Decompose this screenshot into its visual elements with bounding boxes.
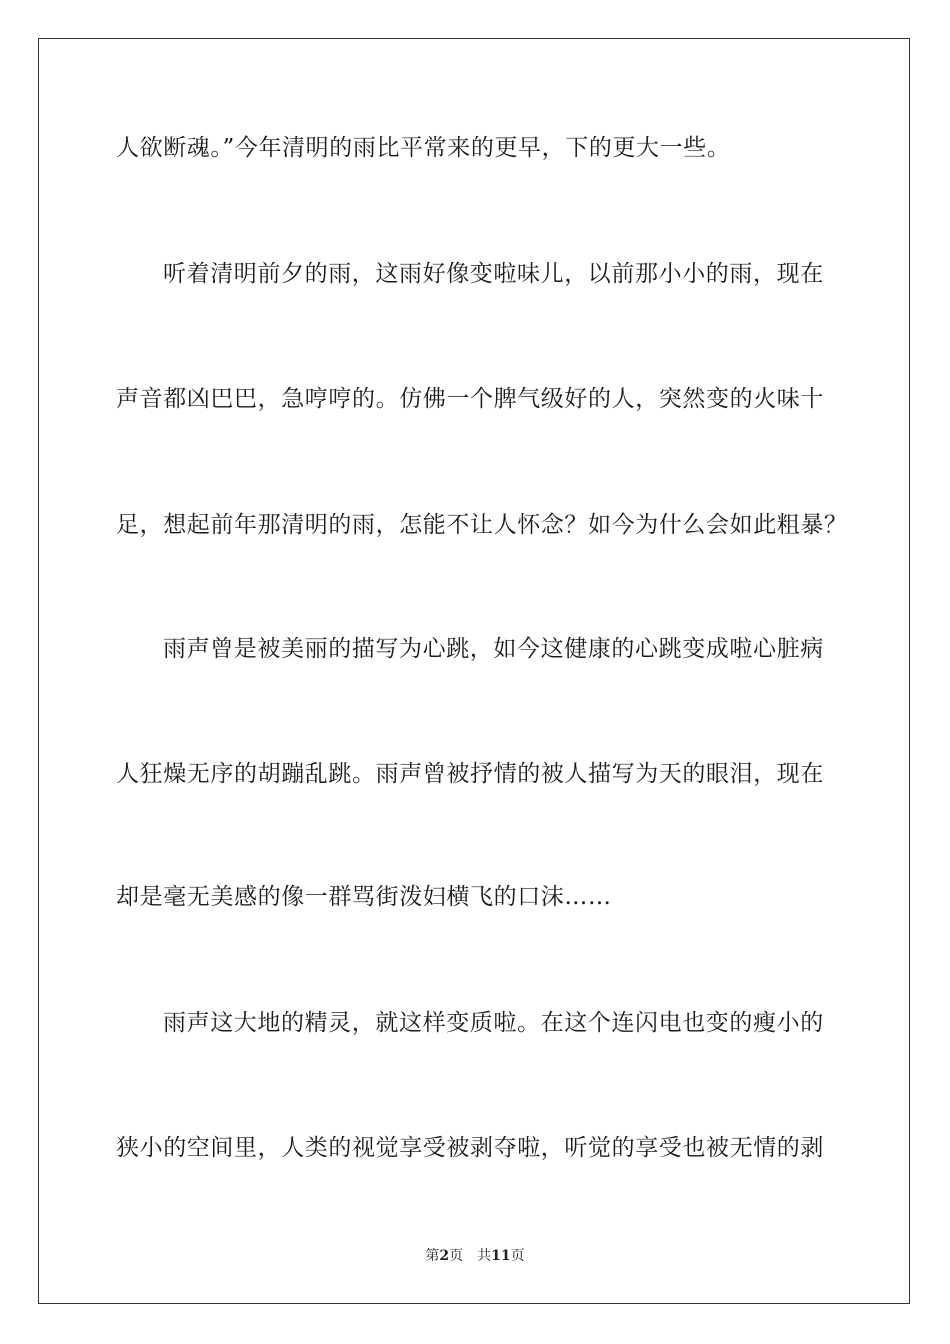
page-border xyxy=(38,38,910,1304)
text-line-2-paragraph-start: 听着清明前夕的雨，这雨好像变啦味儿，以前那小小的雨，现在 xyxy=(163,261,824,287)
text-line-7: 却是毫无美感的像一群骂街泼妇横飞的口沫…… xyxy=(116,884,612,910)
page-prefix: 第 xyxy=(425,1248,440,1264)
total-prefix: 共 xyxy=(477,1248,492,1264)
total-suffix: 页 xyxy=(510,1248,525,1264)
text-line-3: 声音都凶巴巴，急哼哼的。仿佛一个脾气级好的人，突然变的火味十 xyxy=(116,386,824,412)
text-line-6: 人狂燥无序的胡蹦乱跳。雨声曾被抒情的被人描写为天的眼泪，现在 xyxy=(116,761,824,787)
text-line-1: 人欲断魂。”今年清明的雨比平常来的更早，下的更大一些。 xyxy=(116,135,731,161)
text-line-9: 狭小的空间里，人类的视觉享受被剥夺啦，听觉的享受也被无情的剥 xyxy=(116,1135,824,1161)
text-line-5-paragraph-start: 雨声曾是被美丽的描写为心跳，如今这健康的心跳变成啦心脏病 xyxy=(163,636,824,662)
total-pages: 11 xyxy=(491,1248,511,1264)
text-line-4: 足，想起前年那清明的雨，怎能不让人怀念？如今为什么会如此粗暴？ xyxy=(116,512,848,538)
page-number: 2 xyxy=(439,1248,450,1264)
page-footer xyxy=(0,1246,950,1266)
page-suffix: 页 xyxy=(449,1248,464,1264)
text-line-8-paragraph-start: 雨声这大地的精灵，就这样变质啦。在这个连闪电也变的瘦小的 xyxy=(163,1010,824,1036)
